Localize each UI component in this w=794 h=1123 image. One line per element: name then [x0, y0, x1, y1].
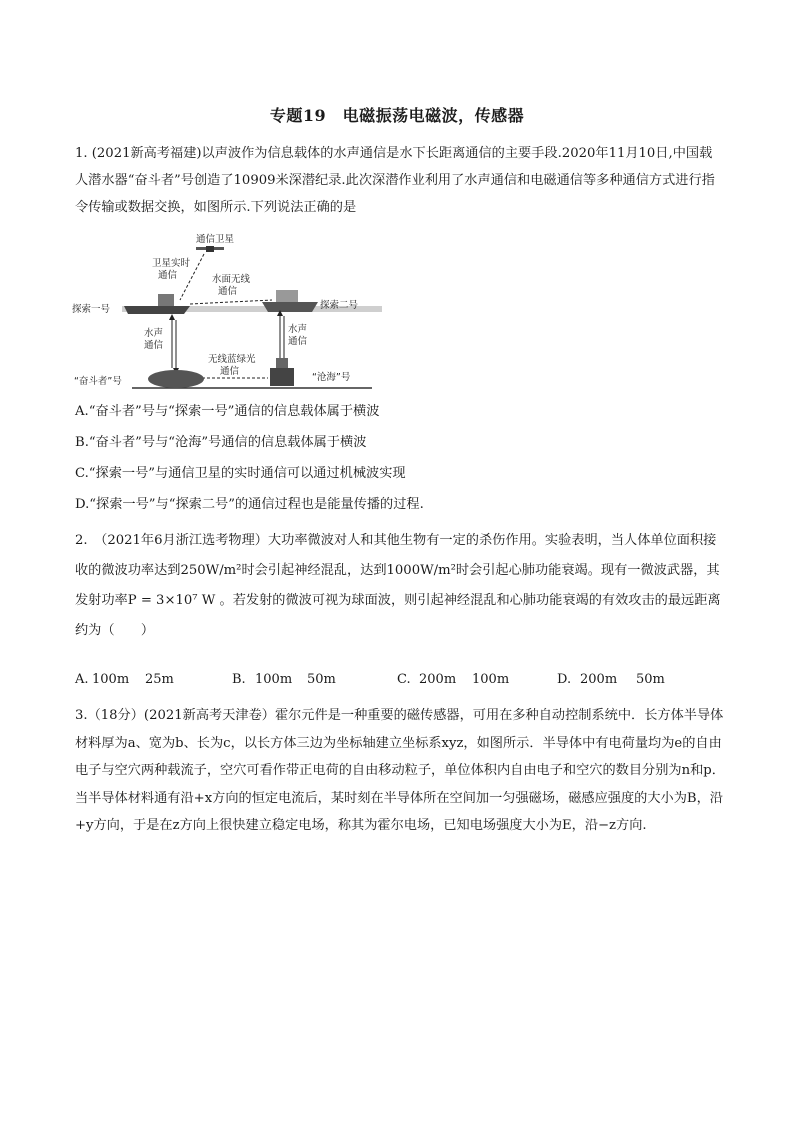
- sat-link-label-1: 卫星实时: [152, 258, 191, 269]
- question-3-stem: 3.（18分）(2021新高考天津卷）霍尔元件是一种重要的磁传感器，可用在多种自动控制系统中．长方体半导体材料厚为a、宽为b、长为c，以长方体三边为坐标轴建立坐标系xyz，如图所示．半导体中有电荷量均为e的自由电子与空穴两种载流子，空穴可看作带正电荷的自由移动粒子，单位体积内自由电子和空穴的数目分别为n和p．当半导体材料通有沿+x方向的恒定电流后，某时刻在半导体所在空间加一匀强磁场，磁感应强度的大小为B，沿+y方向，于是在z方向上很快建立稳定电场，称其为霍尔电场，已知电场强度大小为E，沿−z方向.: [75, 708, 725, 833]
- acoustic-left-label-2: 通信: [144, 340, 164, 351]
- sub2-icon: [270, 358, 294, 386]
- acoustic-left-arrow: [169, 314, 179, 374]
- question-1-option-c: C.“探索一号”与通信卫星的实时通信可以通过机械波实现: [75, 466, 406, 481]
- q2-option-a-value-1: 100m: [92, 672, 130, 687]
- q2-option-b-value-2: 50m: [307, 672, 336, 687]
- question-1-stem: 1. (2021新高考福建)以声波作为信息载体的水声通信是水下长距离通信的主要手段.2020年11月10日,中国载人潜水器“奋斗者”号创造了10909米深潜纪录.此次深潜作业利用了水声通信和电磁通信等多种通信方式进行指令传输或数据交换，如图所示.下列说法正确的是: [75, 146, 715, 215]
- q2-option-d-value-2: 50m: [636, 672, 665, 687]
- page-title: 专题19 电磁振荡电磁波，传感器: [269, 106, 525, 125]
- ship1-icon: [124, 294, 190, 314]
- sub2-label: “沧海”号: [312, 372, 351, 383]
- satellite-label: 通信卫星: [196, 234, 235, 245]
- surface-link-label-2: 通信: [218, 286, 238, 297]
- ship1-label: 探索一号: [72, 304, 111, 315]
- ship2-label: 探索二号: [320, 300, 359, 311]
- q2-option-d-letter: D.: [557, 672, 572, 687]
- sub1-icon: [148, 370, 204, 388]
- optical-link-label-2: 通信: [220, 366, 240, 377]
- surface-link-label-1: 水面无线: [212, 274, 251, 285]
- question-1-option-b: B.“奋斗者”号与“沧海”号通信的信息载体属于横波: [75, 435, 367, 450]
- acoustic-right-label-1: 水声: [288, 324, 308, 335]
- q2-option-c-value-1: 200m: [419, 672, 457, 687]
- q2-option-b-letter: B.: [232, 672, 246, 687]
- satellite-icon: [196, 246, 224, 252]
- question-2-stem: 2. （2021年6月浙江选考物理）大功率微波对人和其他生物有一定的杀伤作用。实验表明，当人体单位面积接收的微波功率达到250W/m²时会引起神经混乱，达到1000W/m²时会引起心肺功能衰竭。现有一微波武器，其发射功率P = 3×10⁷ W 。若发射的微波可视为球面波，则引起神经混乱和心肺功能衰竭的有效攻击的最远距离约为（ ）: [75, 533, 721, 638]
- q2-option-a-value-2: 25m: [145, 672, 174, 687]
- question-1-option-d: D.“探索一号”与“探索二号”的通信过程也是能量传播的过程.: [75, 497, 424, 512]
- q2-option-c-letter: C.: [397, 672, 411, 687]
- q2-option-d-value-1: 200m: [580, 672, 618, 687]
- optical-link-label-1: 无线蓝绿光: [208, 354, 256, 365]
- communication-diagram: [72, 228, 382, 396]
- sat-link-label-2: 通信: [158, 270, 178, 281]
- q2-option-a-letter: A.: [75, 672, 89, 687]
- q2-option-b-value-1: 100m: [255, 672, 293, 687]
- acoustic-right-label-2: 通信: [288, 336, 308, 347]
- ship2-icon: [262, 290, 318, 312]
- question-1-option-a: A.“奋斗者”号与“探索一号”通信的信息载体属于横波: [75, 404, 380, 419]
- surface-link-line: [190, 300, 272, 304]
- q2-option-c-value-2: 100m: [472, 672, 510, 687]
- sub1-label: “奋斗者”号: [74, 376, 122, 387]
- acoustic-left-label-1: 水声: [144, 328, 164, 339]
